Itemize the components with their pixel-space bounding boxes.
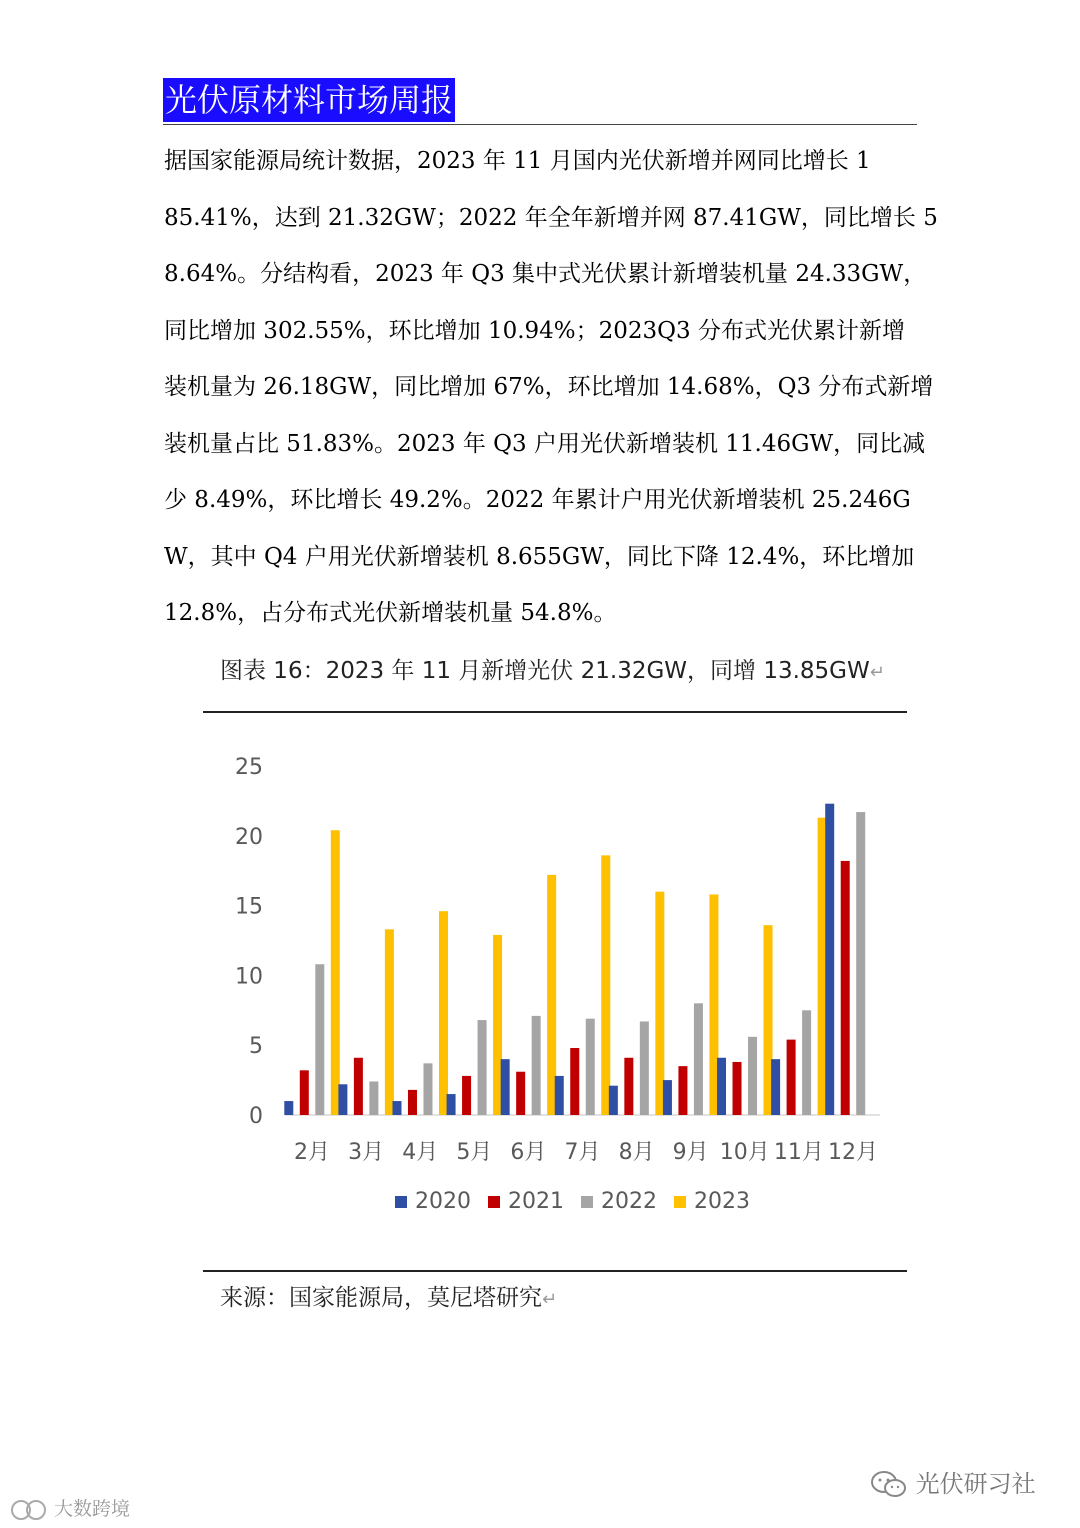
- legend-label: 2021: [508, 1189, 564, 1214]
- return-mark-icon: ↵: [542, 1289, 558, 1310]
- x-tick-label: 3月: [348, 1140, 385, 1165]
- x-tick-label: 6月: [510, 1140, 547, 1165]
- bar-2020-10: [825, 804, 834, 1115]
- bar-2023-2: [439, 911, 448, 1115]
- bar-2021-4: [516, 1072, 525, 1115]
- body-paragraph: [164, 133, 938, 642]
- watermark-left: [10, 1494, 130, 1522]
- body-line: 85.41%，达到 21.32GW；2022 年全年新增并网 87.41GW，同比增长 5: [164, 204, 938, 231]
- bar-2021-9: [787, 1040, 796, 1115]
- bar-2021-8: [733, 1062, 742, 1115]
- bar-2021-10: [841, 861, 850, 1115]
- body-line: 同比增加 302.55%，环比增加 10.94%；2023Q3 分布式光伏累计新增: [164, 317, 905, 344]
- bar-2023-0: [331, 830, 340, 1115]
- bar-2022-4: [532, 1016, 541, 1115]
- bar-2022-6: [640, 1021, 649, 1115]
- bar-2020-1: [338, 1084, 347, 1115]
- watermark-right-text: 光伏研习社: [915, 1470, 1036, 1498]
- bar-2020-5: [555, 1076, 564, 1115]
- bar-2022-8: [748, 1037, 757, 1115]
- wechat-icon: [870, 1470, 908, 1500]
- bar-2022-7: [694, 1003, 703, 1115]
- bar-2020-6: [609, 1086, 618, 1115]
- x-tick-label: 2月: [294, 1140, 331, 1165]
- bar-2021-0: [300, 1070, 309, 1115]
- bar-2021-6: [624, 1058, 633, 1115]
- bar-2022-9: [802, 1010, 811, 1115]
- y-tick-label: 25: [235, 755, 263, 780]
- bar-2020-4: [501, 1059, 510, 1115]
- bar-2020-2: [392, 1101, 401, 1115]
- x-tick-label: 8月: [618, 1140, 655, 1165]
- bar-2021-1: [354, 1058, 363, 1115]
- legend-swatch-2022: [581, 1196, 593, 1208]
- y-tick-label: 5: [249, 1034, 263, 1060]
- bar-2022-0: [315, 964, 324, 1115]
- bar-2021-3: [462, 1076, 471, 1115]
- bar-2022-5: [586, 1019, 595, 1115]
- bar-2020-0: [284, 1101, 293, 1115]
- bar-2022-1: [369, 1081, 378, 1115]
- watermark-left-text: 大数跨境: [54, 1498, 131, 1520]
- page-title: 光伏原材料市场周报: [163, 78, 455, 122]
- body-line: 装机量占比 51.83%。2023 年 Q3 户用光伏新增装机 11.46GW，同比减: [164, 430, 926, 457]
- y-tick-label: 20: [235, 824, 263, 850]
- bar-chart: [0, 720, 1080, 1280]
- x-tick-label: 4月: [402, 1140, 439, 1165]
- logo-icon: [10, 1498, 48, 1522]
- legend-swatch-2021: [488, 1196, 500, 1208]
- figure-source: [220, 1279, 557, 1312]
- x-tick-label: 9月: [672, 1140, 709, 1165]
- body-line: 8.64%。分结构看，2023 年 Q3 集中式光伏累计新增装机量 24.33GW，: [164, 261, 927, 287]
- legend-label: 2022: [601, 1189, 657, 1214]
- y-tick-label: 0: [249, 1104, 263, 1129]
- legend-swatch-2020: [395, 1196, 407, 1208]
- title-bar: [163, 78, 917, 125]
- x-tick-label: 11月: [773, 1140, 824, 1165]
- legend-label: 2020: [415, 1189, 471, 1214]
- body-line: 少 8.49%，环比增长 49.2%。2022 年累计户用光伏新增装机 25.246G: [164, 487, 911, 513]
- bar-2020-3: [447, 1094, 456, 1115]
- legend-swatch-2023: [674, 1196, 686, 1208]
- body-line: 装机量为 26.18GW，同比增加 67%，环比增加 14.68%，Q3 分布式新增: [164, 374, 934, 400]
- bar-2022-3: [478, 1020, 487, 1115]
- bar-2022-2: [423, 1063, 432, 1115]
- bar-2021-5: [570, 1048, 579, 1115]
- return-mark-icon: ↵: [869, 662, 885, 683]
- y-tick-label: 10: [235, 964, 263, 990]
- bar-2020-8: [717, 1058, 726, 1115]
- x-tick-label: 12月: [827, 1140, 878, 1165]
- y-tick-label: 15: [235, 894, 263, 920]
- body-line: W，其中 Q4 户用光伏新增装机 8.655GW，同比下降 12.4%，环比增加: [164, 543, 915, 570]
- bar-2020-7: [663, 1080, 672, 1115]
- x-tick-label: 7月: [564, 1140, 601, 1165]
- x-tick-label: 10月: [719, 1140, 770, 1165]
- figure-bottom-rule: [203, 1270, 907, 1272]
- figure-title-text: 图表 16：2023 年 11 月新增光伏 21.32GW，同增 13.85GW: [220, 658, 870, 684]
- bar-2023-5: [601, 855, 610, 1115]
- figure-top-rule: [203, 711, 907, 713]
- bar-2023-1: [385, 929, 394, 1115]
- figure-source-text: 来源：国家能源局，莫尼塔研究: [220, 1285, 542, 1311]
- x-tick-label: 5月: [456, 1140, 493, 1165]
- bar-2020-9: [771, 1059, 780, 1115]
- body-line: 12.8%，占分布式光伏新增装机量 54.8%。: [164, 600, 617, 626]
- legend-label: 2023: [694, 1189, 750, 1214]
- bar-2021-7: [678, 1066, 687, 1115]
- bar-2022-10: [856, 812, 865, 1115]
- body-line: 据国家能源局统计数据，2023 年 11 月国内光伏新增并网同比增长 1: [164, 148, 871, 174]
- bar-2021-2: [408, 1090, 417, 1115]
- watermark-right: [870, 1464, 1036, 1500]
- figure-title: [220, 652, 885, 685]
